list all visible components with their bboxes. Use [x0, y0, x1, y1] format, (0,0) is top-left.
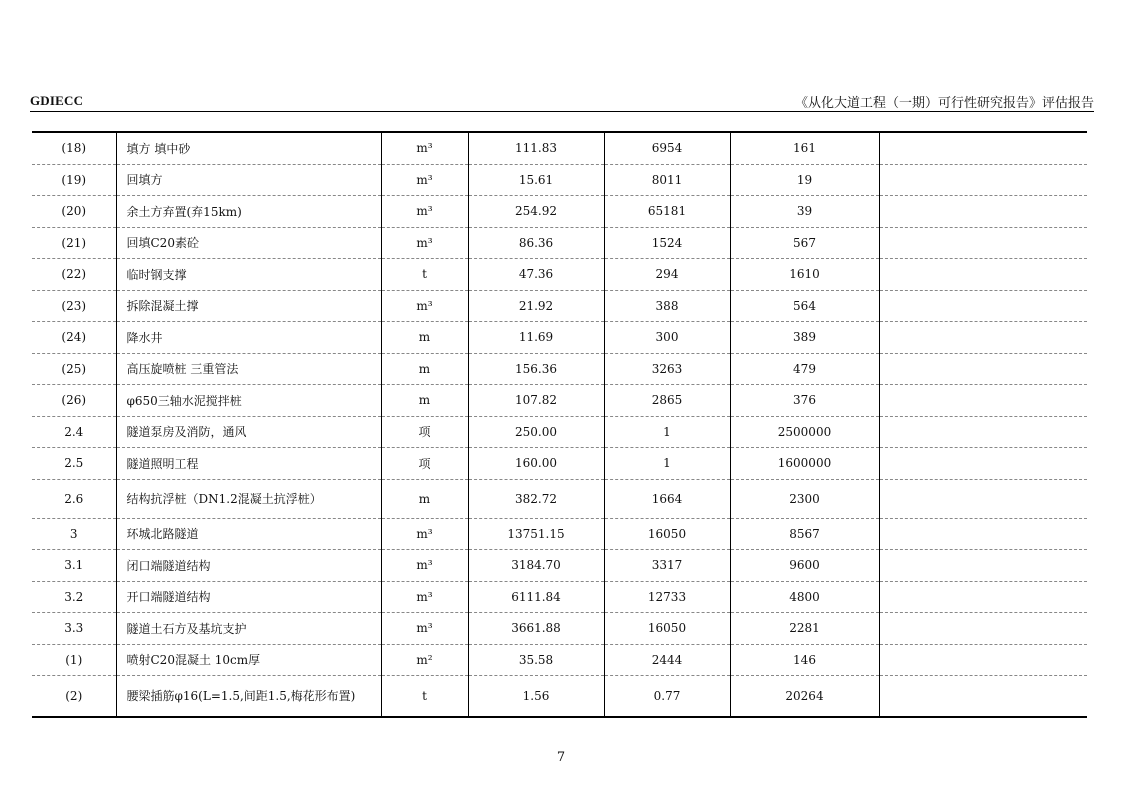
row-no: (19)	[32, 164, 116, 196]
row-value-1: 21.92	[468, 290, 604, 322]
table-row	[32, 581, 1087, 613]
row-unit: m	[381, 353, 468, 385]
row-unit: m³	[381, 550, 468, 582]
row-value-2: 16050	[604, 518, 730, 550]
row-value-2: 0.77	[604, 676, 730, 718]
row-unit: t	[381, 259, 468, 291]
row-value-2: 1	[604, 448, 730, 480]
table-row	[32, 676, 1087, 718]
row-name: 回填C20素砼	[116, 227, 381, 259]
row-unit: m	[381, 385, 468, 417]
row-value-1: 6111.84	[468, 581, 604, 613]
table-row	[32, 196, 1087, 228]
row-value-1: 3661.88	[468, 613, 604, 645]
row-name: 降水井	[116, 322, 381, 354]
row-remark	[879, 227, 1087, 259]
row-name: 隧道土石方及基坑支护	[116, 613, 381, 645]
row-unit: m³	[381, 290, 468, 322]
row-unit: m²	[381, 644, 468, 676]
table-row	[32, 164, 1087, 196]
row-name: 余土方弃置(弃15km)	[116, 196, 381, 228]
row-value-2: 1	[604, 416, 730, 448]
row-unit: m³	[381, 581, 468, 613]
row-name: 高压旋喷桩 三重管法	[116, 353, 381, 385]
row-remark	[879, 676, 1087, 718]
row-value-2: 12733	[604, 581, 730, 613]
row-name: 腰梁插筋φ16(L=1.5,间距1.5,梅花形布置)	[116, 676, 381, 718]
row-value-1: 254.92	[468, 196, 604, 228]
row-value-1: 47.36	[468, 259, 604, 291]
row-unit: t	[381, 676, 468, 718]
row-name: 喷射C20混凝土 10cm厚	[116, 644, 381, 676]
row-unit: m³	[381, 196, 468, 228]
row-name: 开口端隧道结构	[116, 581, 381, 613]
row-remark	[879, 132, 1087, 164]
row-value-1: 111.83	[468, 132, 604, 164]
table-row	[32, 550, 1087, 582]
row-no: 3.2	[32, 581, 116, 613]
row-remark	[879, 581, 1087, 613]
row-no: (26)	[32, 385, 116, 417]
row-remark	[879, 259, 1087, 291]
row-value-3: 161	[730, 132, 879, 164]
row-value-3: 2281	[730, 613, 879, 645]
row-value-2: 65181	[604, 196, 730, 228]
header-org: GDIECC	[30, 93, 84, 108]
row-name: 闭口端隧道结构	[116, 550, 381, 582]
row-remark	[879, 164, 1087, 196]
row-name: 拆除混凝土撑	[116, 290, 381, 322]
table-row	[32, 259, 1087, 291]
row-name: 隧道泵房及消防，通风	[116, 416, 381, 448]
row-unit: 项	[381, 448, 468, 480]
row-unit: m³	[381, 164, 468, 196]
header-report-title: 《从化大道工程（一期）可行性研究报告》评估报告	[794, 96, 1094, 111]
row-name: 回填方	[116, 164, 381, 196]
row-no: (24)	[32, 322, 116, 354]
row-no: (22)	[32, 259, 116, 291]
row-no: 3.3	[32, 613, 116, 645]
row-value-1: 1.56	[468, 676, 604, 718]
row-value-3: 2300	[730, 479, 879, 518]
row-value-3: 4800	[730, 581, 879, 613]
table-row	[32, 613, 1087, 645]
row-unit: m	[381, 322, 468, 354]
row-value-1: 15.61	[468, 164, 604, 196]
row-no: (23)	[32, 290, 116, 322]
table-row	[32, 322, 1087, 354]
row-value-2: 3263	[604, 353, 730, 385]
row-value-3: 39	[730, 196, 879, 228]
row-value-2: 16050	[604, 613, 730, 645]
row-unit: m	[381, 479, 468, 518]
row-value-2: 1664	[604, 479, 730, 518]
row-no: (1)	[32, 644, 116, 676]
row-unit: m³	[381, 132, 468, 164]
row-name: 环城北路隧道	[116, 518, 381, 550]
table-row	[32, 479, 1087, 518]
row-value-3: 146	[730, 644, 879, 676]
row-remark	[879, 322, 1087, 354]
table-row	[32, 353, 1087, 385]
row-name: φ650三轴水泥搅拌桩	[116, 385, 381, 417]
row-no: (2)	[32, 676, 116, 718]
row-value-2: 300	[604, 322, 730, 354]
table-row	[32, 290, 1087, 322]
row-value-3: 1600000	[730, 448, 879, 480]
cost-table	[32, 131, 1087, 718]
row-value-3: 20264	[730, 676, 879, 718]
header-rule	[30, 111, 1094, 112]
table-row	[32, 644, 1087, 676]
row-value-3: 564	[730, 290, 879, 322]
row-value-1: 35.58	[468, 644, 604, 676]
row-value-1: 11.69	[468, 322, 604, 354]
page-number: 7	[556, 750, 566, 765]
row-value-1: 250.00	[468, 416, 604, 448]
row-value-2: 2444	[604, 644, 730, 676]
row-no: (21)	[32, 227, 116, 259]
row-value-3: 376	[730, 385, 879, 417]
table-row	[32, 227, 1087, 259]
row-value-2: 388	[604, 290, 730, 322]
row-name: 填方 填中砂	[116, 132, 381, 164]
row-value-1: 3184.70	[468, 550, 604, 582]
row-name: 临时钢支撑	[116, 259, 381, 291]
row-value-3: 8567	[730, 518, 879, 550]
row-value-2: 8011	[604, 164, 730, 196]
row-remark	[879, 353, 1087, 385]
row-remark	[879, 518, 1087, 550]
row-no: (25)	[32, 353, 116, 385]
row-value-2: 1524	[604, 227, 730, 259]
row-value-3: 389	[730, 322, 879, 354]
row-no: (18)	[32, 132, 116, 164]
row-value-2: 2865	[604, 385, 730, 417]
row-remark	[879, 613, 1087, 645]
row-value-3: 19	[730, 164, 879, 196]
row-value-1: 86.36	[468, 227, 604, 259]
row-value-1: 13751.15	[468, 518, 604, 550]
row-value-2: 3317	[604, 550, 730, 582]
row-unit: m³	[381, 518, 468, 550]
table-row	[32, 132, 1087, 164]
row-no: (20)	[32, 196, 116, 228]
row-no: 2.6	[32, 479, 116, 518]
row-value-1: 160.00	[468, 448, 604, 480]
row-no: 3.1	[32, 550, 116, 582]
row-name: 结构抗浮桩（DN1.2混凝土抗浮桩）	[116, 479, 381, 518]
row-value-2: 6954	[604, 132, 730, 164]
row-remark	[879, 550, 1087, 582]
row-value-3: 2500000	[730, 416, 879, 448]
row-unit: m³	[381, 613, 468, 645]
row-no: 2.5	[32, 448, 116, 480]
row-remark	[879, 290, 1087, 322]
row-value-2: 294	[604, 259, 730, 291]
table-row	[32, 518, 1087, 550]
row-remark	[879, 448, 1087, 480]
table-row	[32, 416, 1087, 448]
row-value-3: 9600	[730, 550, 879, 582]
row-value-1: 107.82	[468, 385, 604, 417]
row-value-3: 1610	[730, 259, 879, 291]
row-remark	[879, 644, 1087, 676]
row-no: 2.4	[32, 416, 116, 448]
row-remark	[879, 385, 1087, 417]
row-unit: 项	[381, 416, 468, 448]
row-remark	[879, 416, 1087, 448]
row-unit: m³	[381, 227, 468, 259]
row-remark	[879, 479, 1087, 518]
row-value-1: 382.72	[468, 479, 604, 518]
row-remark	[879, 196, 1087, 228]
row-value-3: 479	[730, 353, 879, 385]
row-value-3: 567	[730, 227, 879, 259]
row-no: 3	[32, 518, 116, 550]
row-value-1: 156.36	[468, 353, 604, 385]
row-name: 隧道照明工程	[116, 448, 381, 480]
table-row	[32, 448, 1087, 480]
table-row	[32, 385, 1087, 417]
